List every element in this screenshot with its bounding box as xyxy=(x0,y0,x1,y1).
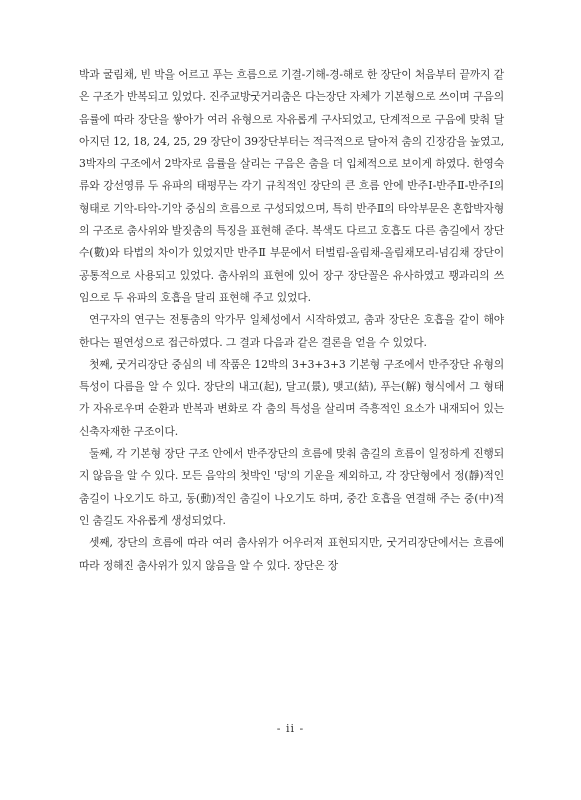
page-number: - ii - xyxy=(276,722,305,735)
paragraph-5: 셋째, 장단의 흐름에 따라 여러 춤사위가 어우러져 표현되지만, 굿거리장단에서는 흐름에 따라 정해진 춤사위가 있지 않음을 알 수 있다. 장단은 장 xyxy=(79,536,504,572)
paragraph-2: 연구자의 연구는 전통춤의 악가무 일체성에서 시작하였고, 춤과 장단은 호흡을 같이 해야 한다는 필연성으로 접근하였다. 그 결과 다음과 같은 결론을 얻을 수 있었다. xyxy=(79,313,504,349)
paragraph-1: 박과 굴림채, 빈 박을 어르고 푸는 흐름으로 기결-기해-경-해로 한 장단이 처음부터 끝까지 같은 구조가 반복되고 있었다. 진주교방굿거리춤은 다는장단 자체가 기본형으로 쓰이며 구음의 음률에 따라 장단을 쌓아가 여러 유형으로 자유롭게 구사되었고, 단계적으로 구음에 맞춰 달아지던 12, 18, 24, 25, 29 장단이 39장단부터는 적극적으로 달아져 춤의 긴장감을 높였고, 3박자의 구조에서 2박자로 음률을 살리는 구음은 춤을 더 입체적으로 보이게 하였다. 한영숙류와 강선영류 두 유파의 태평무는 각기 규칙적인 장단의 큰 흐름 안에 반주Ⅰ-반주Ⅱ-반주Ⅰ의 형태로 기악-타악-기악 중심의 흐름으로 구성되었으며, 특히 반주Ⅱ의 타악부문은 혼합박자형의 구조로 춤사위와 발짓춤의 특징을 표현해 준다. 복색도 다르고 호흡도 다른 춤길에서 장단수(數)와 타법의 차이가 있었지만 반주Ⅱ 부문에서 터벌림-올림채-올림채모리-넘김채 장단이 공통적으로 사용되고 있었다. 춤사위의 표현에 있어 장구 장단꼴은 유사하였고 꽹과리의 쓰임으로 두 유파의 호흡을 달리 표현해 주고 있었다. xyxy=(79,68,504,304)
paragraph-4: 둘째, 각 기본형 장단 구조 안에서 반주장단의 흐름에 맞춰 춤길의 흐름이 일정하게 진행되지 않음을 알 수 있다. 모든 음악의 첫박인 '덩'의 기운을 제외하고, 각 장단형에서 정(靜)적인 춤길이 나오기도 하고, 동(動)적인 춤길이 나오기도 하며, 중간 호흡을 연결해 주는 중(中)적인 춤길도 자유롭게 생성되었다. xyxy=(79,447,504,527)
paragraph-3: 첫째, 굿거리장단 중심의 네 작품은 12박의 3+3+3+3 기본형 구조에서 반주장단 유형의 특성이 다름을 알 수 있다. 장단의 내고(起), 달고(景), 맺고(結), 푸는(解) 형식에서 그 형태가 자유로우며 순환과 반복과 변화로 각 춤의 특성을 살리며 즉흥적인 요소가 내재되어 있는 신축자재한 구조이다. xyxy=(79,357,504,438)
body-text xyxy=(79,64,504,577)
